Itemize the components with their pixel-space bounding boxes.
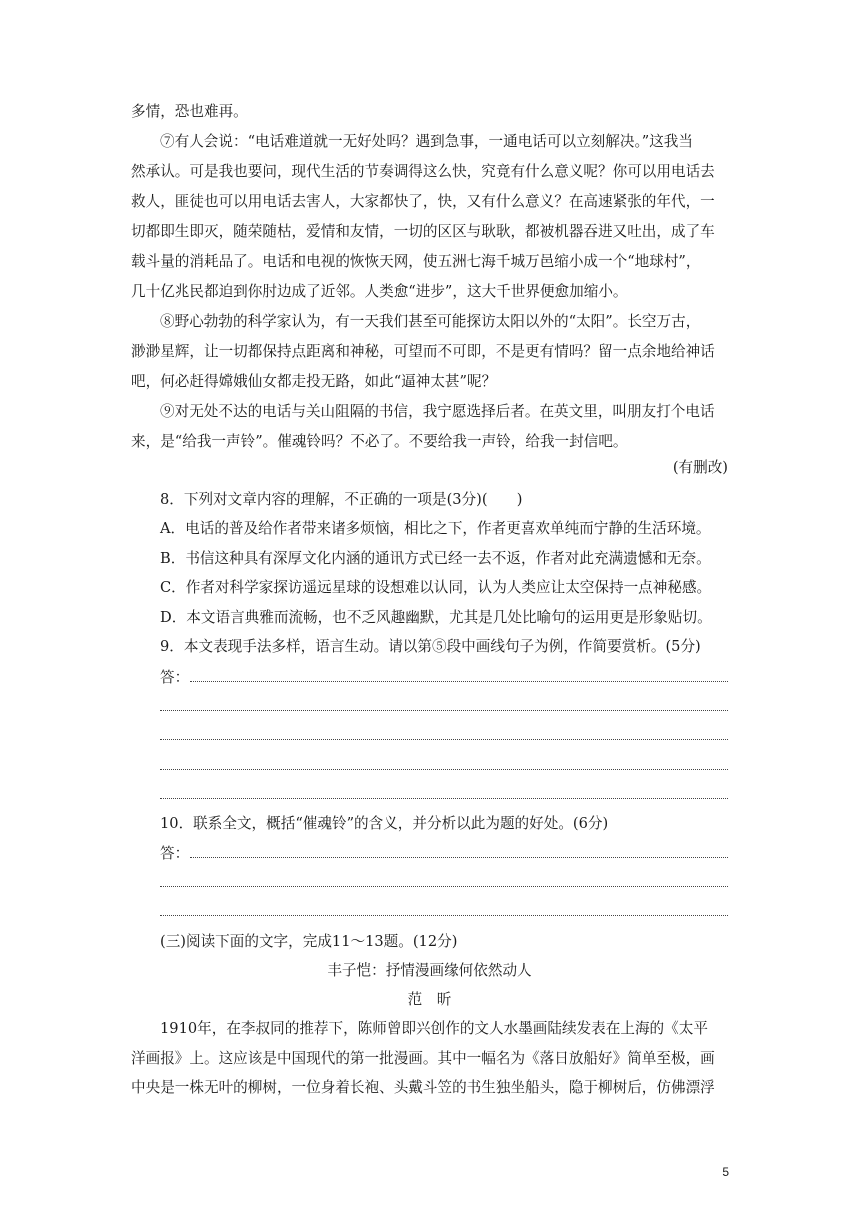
question-8-option-a: A．电话的普及给作者带来诸多烦恼，相比之下，作者更喜欢单纯而宁静的生活环境。 bbox=[160, 520, 711, 537]
section-3-paragraph-line: 中央是一株无叶的柳树，一位身着长袍、头戴斗笠的书生独坐船头，隐于柳树后，仿佛漂浮 bbox=[131, 1079, 715, 1096]
section-3-paragraph-line: 1910年，在李叔同的推荐下，陈师曾即兴创作的文人水墨画陆续发表在上海的《太平 bbox=[160, 1020, 708, 1037]
answer-line bbox=[190, 857, 728, 858]
paragraph-7-line: 载斗量的消耗品了。电话和电视的恢恢天网，使五洲七海千城万邑缩小成一个“地球村”， bbox=[131, 253, 701, 270]
section-3-intro: (三)阅读下面的文字，完成11～13题。(12分) bbox=[160, 933, 458, 950]
paragraph-9-line: 来，是“给我一声铃”。催魂铃吗？不必了。不要给我一声铃，给我一封信吧。 bbox=[131, 433, 628, 450]
paragraph-7-line: 救人，匪徒也可以用电话去害人，大家都快了，快，又有什么意义？在高速紧张的年代，一 bbox=[131, 193, 715, 210]
question-9-answer-label: 答： bbox=[160, 669, 190, 686]
answer-line bbox=[160, 739, 728, 740]
paragraph-8-line: ⑧野心勃勃的科学家认为，有一天我们甚至可能探访太阳以外的“太阳”。长空万古， bbox=[160, 313, 701, 330]
answer-line bbox=[160, 886, 728, 887]
page-number: 5 bbox=[722, 1165, 729, 1179]
paragraph-8-line: 吧，何必赶得嫦娥仙女都走投无路，如此“逼神太甚”呢？ bbox=[131, 373, 497, 390]
edit-note: (有删改) bbox=[672, 459, 728, 476]
question-10-answer-label: 答： bbox=[160, 845, 190, 862]
answer-line bbox=[160, 798, 728, 799]
question-8-stem: 8．下列对文章内容的理解，不正确的一项是(3分)( ) bbox=[160, 491, 523, 508]
paragraph-8-line: 渺渺星辉，让一切都保持点距离和神秘，可望而不可即，不是更有情吗？留一点余地给神话 bbox=[131, 343, 715, 360]
question-8-option-b: B．书信这种具有深厚文化内涵的通讯方式已经一去不返，作者对此充满遗憾和无奈。 bbox=[160, 550, 711, 567]
answer-line bbox=[160, 769, 728, 770]
question-10-stem: 10．联系全文，概括“催魂铃”的含义，并分析以此为题的好处。(6分) bbox=[160, 815, 609, 832]
paragraph-7-line: 然承认。可是我也要问，现代生活的节奏调得这么快，究竟有什么意义呢？你可以用电话去 bbox=[131, 163, 715, 180]
article-author: 范 昕 bbox=[407, 991, 452, 1008]
paragraph-7-line: 几十亿兆民都迫到你肘边成了近邻。人类愈“进步”，这大千世界便愈加缩小。 bbox=[131, 283, 628, 300]
paragraph-6-tail: 多情，恐也难再。 bbox=[131, 103, 248, 120]
paragraph-9-line: ⑨对无处不达的电话与关山阻隔的书信，我宁愿选择后者。在英文里，叫朋友打个电话 bbox=[160, 403, 715, 420]
question-8-option-d: D．本文语言典雅而流畅，也不乏风趣幽默，尤其是几处比喻句的运用更是形象贴切。 bbox=[160, 609, 712, 626]
answer-line bbox=[160, 915, 728, 916]
section-3-paragraph-line: 洋画报》上。这应该是中国现代的第一批漫画。其中一幅名为《落日放船好》简单至极，画 bbox=[131, 1050, 715, 1067]
article-title: 丰子恺：抒情漫画缘何依然动人 bbox=[327, 962, 532, 979]
question-9-stem: 9．本文表现手法多样，语言生动。请以第⑤段中画线句子为例，作简要赏析。(5分) bbox=[160, 638, 701, 655]
answer-line bbox=[190, 681, 728, 682]
question-8-option-c: C．作者对科学家探访遥远星球的设想难以认同，认为人类应让太空保持一点神秘感。 bbox=[160, 579, 712, 596]
answer-line bbox=[160, 710, 728, 711]
paragraph-7-line: 切都即生即灭，随荣随枯，爱情和友情，一切的区区与耿耿，都被机器吞进又吐出，成了车 bbox=[131, 223, 715, 240]
paragraph-7-line: ⑦有人会说：“电话难道就一无好处吗？遇到急事，一通电话可以立刻解决。”这我当 bbox=[160, 133, 693, 150]
